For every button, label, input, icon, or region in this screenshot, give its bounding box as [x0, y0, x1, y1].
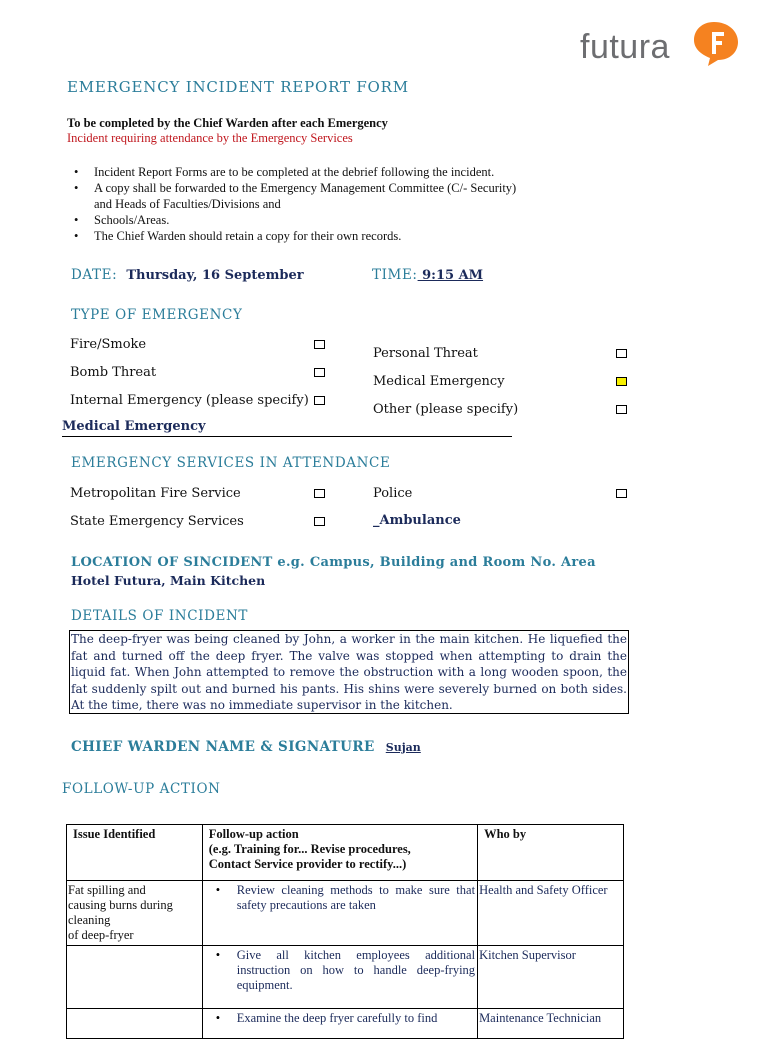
header-action [202, 825, 477, 881]
who-text: Kitchen Supervisor [479, 948, 576, 962]
issue-cell [67, 881, 203, 946]
service-fire-label: Metropolitan Fire Service [70, 486, 241, 501]
bomb-threat-checkbox[interactable] [314, 368, 325, 377]
issue-line: causing burns during [68, 898, 173, 912]
service-ses-label: State Emergency Services [70, 514, 244, 529]
table-row [67, 881, 624, 946]
action-text: • Give all kitchen employees additional instruction on how to handle deep-frying equipment. [204, 948, 476, 993]
service-ambulance-label: _Ambulance [373, 513, 461, 528]
alert-text: Incident requiring attendance by the Emergency Services [67, 131, 353, 145]
list-item: • A copy shall be forwarded to the Emergency Management Committee (C/- Security) [68, 180, 628, 196]
type-fire-label: Fire/Smoke [70, 337, 147, 352]
form-title: EMERGENCY INCIDENT REPORT FORM [67, 78, 409, 96]
details-text: The deep-fryer was being cleaned by John, a worker in the main kitchen. He liquefied the fat and turned off the deep fryer. The valve was stopped when attempting to drain the liquid fat. When John attempted to remove the obstruction with a long wooden spoon, the fat suddenly spilt out and burned his pants. His shins were severely burned on both sides. At the time, there was no immediate supervisor in the kitchen. [71, 632, 627, 713]
time-field [372, 264, 483, 283]
header-action-example-2: Contact Service provider to rectify...) [208, 857, 407, 871]
table-header-row [67, 825, 624, 881]
specify-underline [62, 436, 512, 437]
issue-line: cleaning [68, 913, 111, 927]
logo-mark-icon [688, 18, 740, 66]
time-value: 9:15 AM [417, 268, 484, 283]
who-cell [478, 881, 624, 946]
instruction-text: To be completed by the Chief Warden after each Emergency [67, 116, 388, 130]
followup-heading: FOLLOW-UP ACTION [62, 781, 221, 797]
issue-cell [67, 946, 203, 1009]
logo-text: futura [580, 28, 670, 66]
action-cell [202, 881, 477, 946]
list-item: • Incident Report Forms are to be completed at the debrief following the incident. [68, 164, 628, 180]
fire-smoke-checkbox[interactable] [314, 340, 325, 349]
issue-line: of deep-fryer [68, 928, 134, 942]
table-row [67, 946, 624, 1009]
ses-checkbox[interactable] [314, 517, 325, 526]
location-value: Hotel Futura, Main Kitchen [71, 573, 266, 588]
medical-emergency-checkbox[interactable] [616, 377, 627, 386]
list-item: and Heads of Faculties/Divisions and [94, 197, 281, 211]
type-internal-label: Internal Emergency (please specify) [70, 393, 309, 408]
details-heading: DETAILS OF INCIDENT [71, 608, 248, 624]
issue-line: Fat spilling and [68, 883, 146, 897]
details-box [69, 630, 629, 714]
location-heading: LOCATION OF SINCIDENT e.g. Campus, Building and Room No. Area [71, 555, 596, 570]
date-field [71, 264, 304, 283]
warden-value: Sujan [385, 741, 421, 754]
list-item: • The Chief Warden should retain a copy for their own records. [68, 228, 628, 244]
warden-field [71, 736, 435, 755]
internal-emergency-checkbox[interactable] [314, 396, 325, 405]
specified-emergency: Medical Emergency [62, 419, 206, 434]
action-cell [202, 946, 477, 1009]
time-label: TIME: [372, 267, 418, 283]
instructions-list [68, 164, 628, 244]
fire-service-checkbox[interactable] [314, 489, 325, 498]
type-bomb-label: Bomb Threat [70, 365, 157, 380]
action-text: • Review cleaning methods to make sure that safety precautions are taken [204, 883, 476, 913]
who-text: Maintenance Technician [479, 1011, 602, 1025]
date-value: Thursday, 16 September [126, 268, 304, 283]
who-text: Health and Safety Officer [479, 883, 608, 897]
services-heading: EMERGENCY SERVICES IN ATTENDANCE [71, 455, 391, 471]
warden-label: CHIEF WARDEN NAME & SIGNATURE [71, 739, 375, 755]
who-cell [478, 946, 624, 1009]
logo [580, 22, 750, 70]
date-label: DATE: [71, 267, 118, 283]
header-issue: Issue Identified [67, 825, 203, 881]
header-action-title: Follow-up action [208, 827, 299, 841]
type-personal-label: Personal Threat [373, 346, 478, 361]
police-checkbox[interactable] [616, 489, 627, 498]
type-medical-label: Medical Emergency [373, 374, 505, 389]
header-action-example-1: (e.g. Training for... Revise procedures, [208, 842, 411, 856]
type-heading: TYPE OF EMERGENCY [71, 307, 243, 323]
type-other-label: Other (please specify) [373, 402, 519, 417]
followup-table [66, 824, 624, 1039]
personal-threat-checkbox[interactable] [616, 349, 627, 358]
action-text: • Examine the deep fryer carefully to find [204, 1011, 476, 1026]
other-checkbox[interactable] [616, 405, 627, 414]
header-who: Who by [478, 825, 624, 881]
service-police-label: Police [373, 486, 413, 501]
list-item: • Schools/Areas. [68, 212, 628, 228]
